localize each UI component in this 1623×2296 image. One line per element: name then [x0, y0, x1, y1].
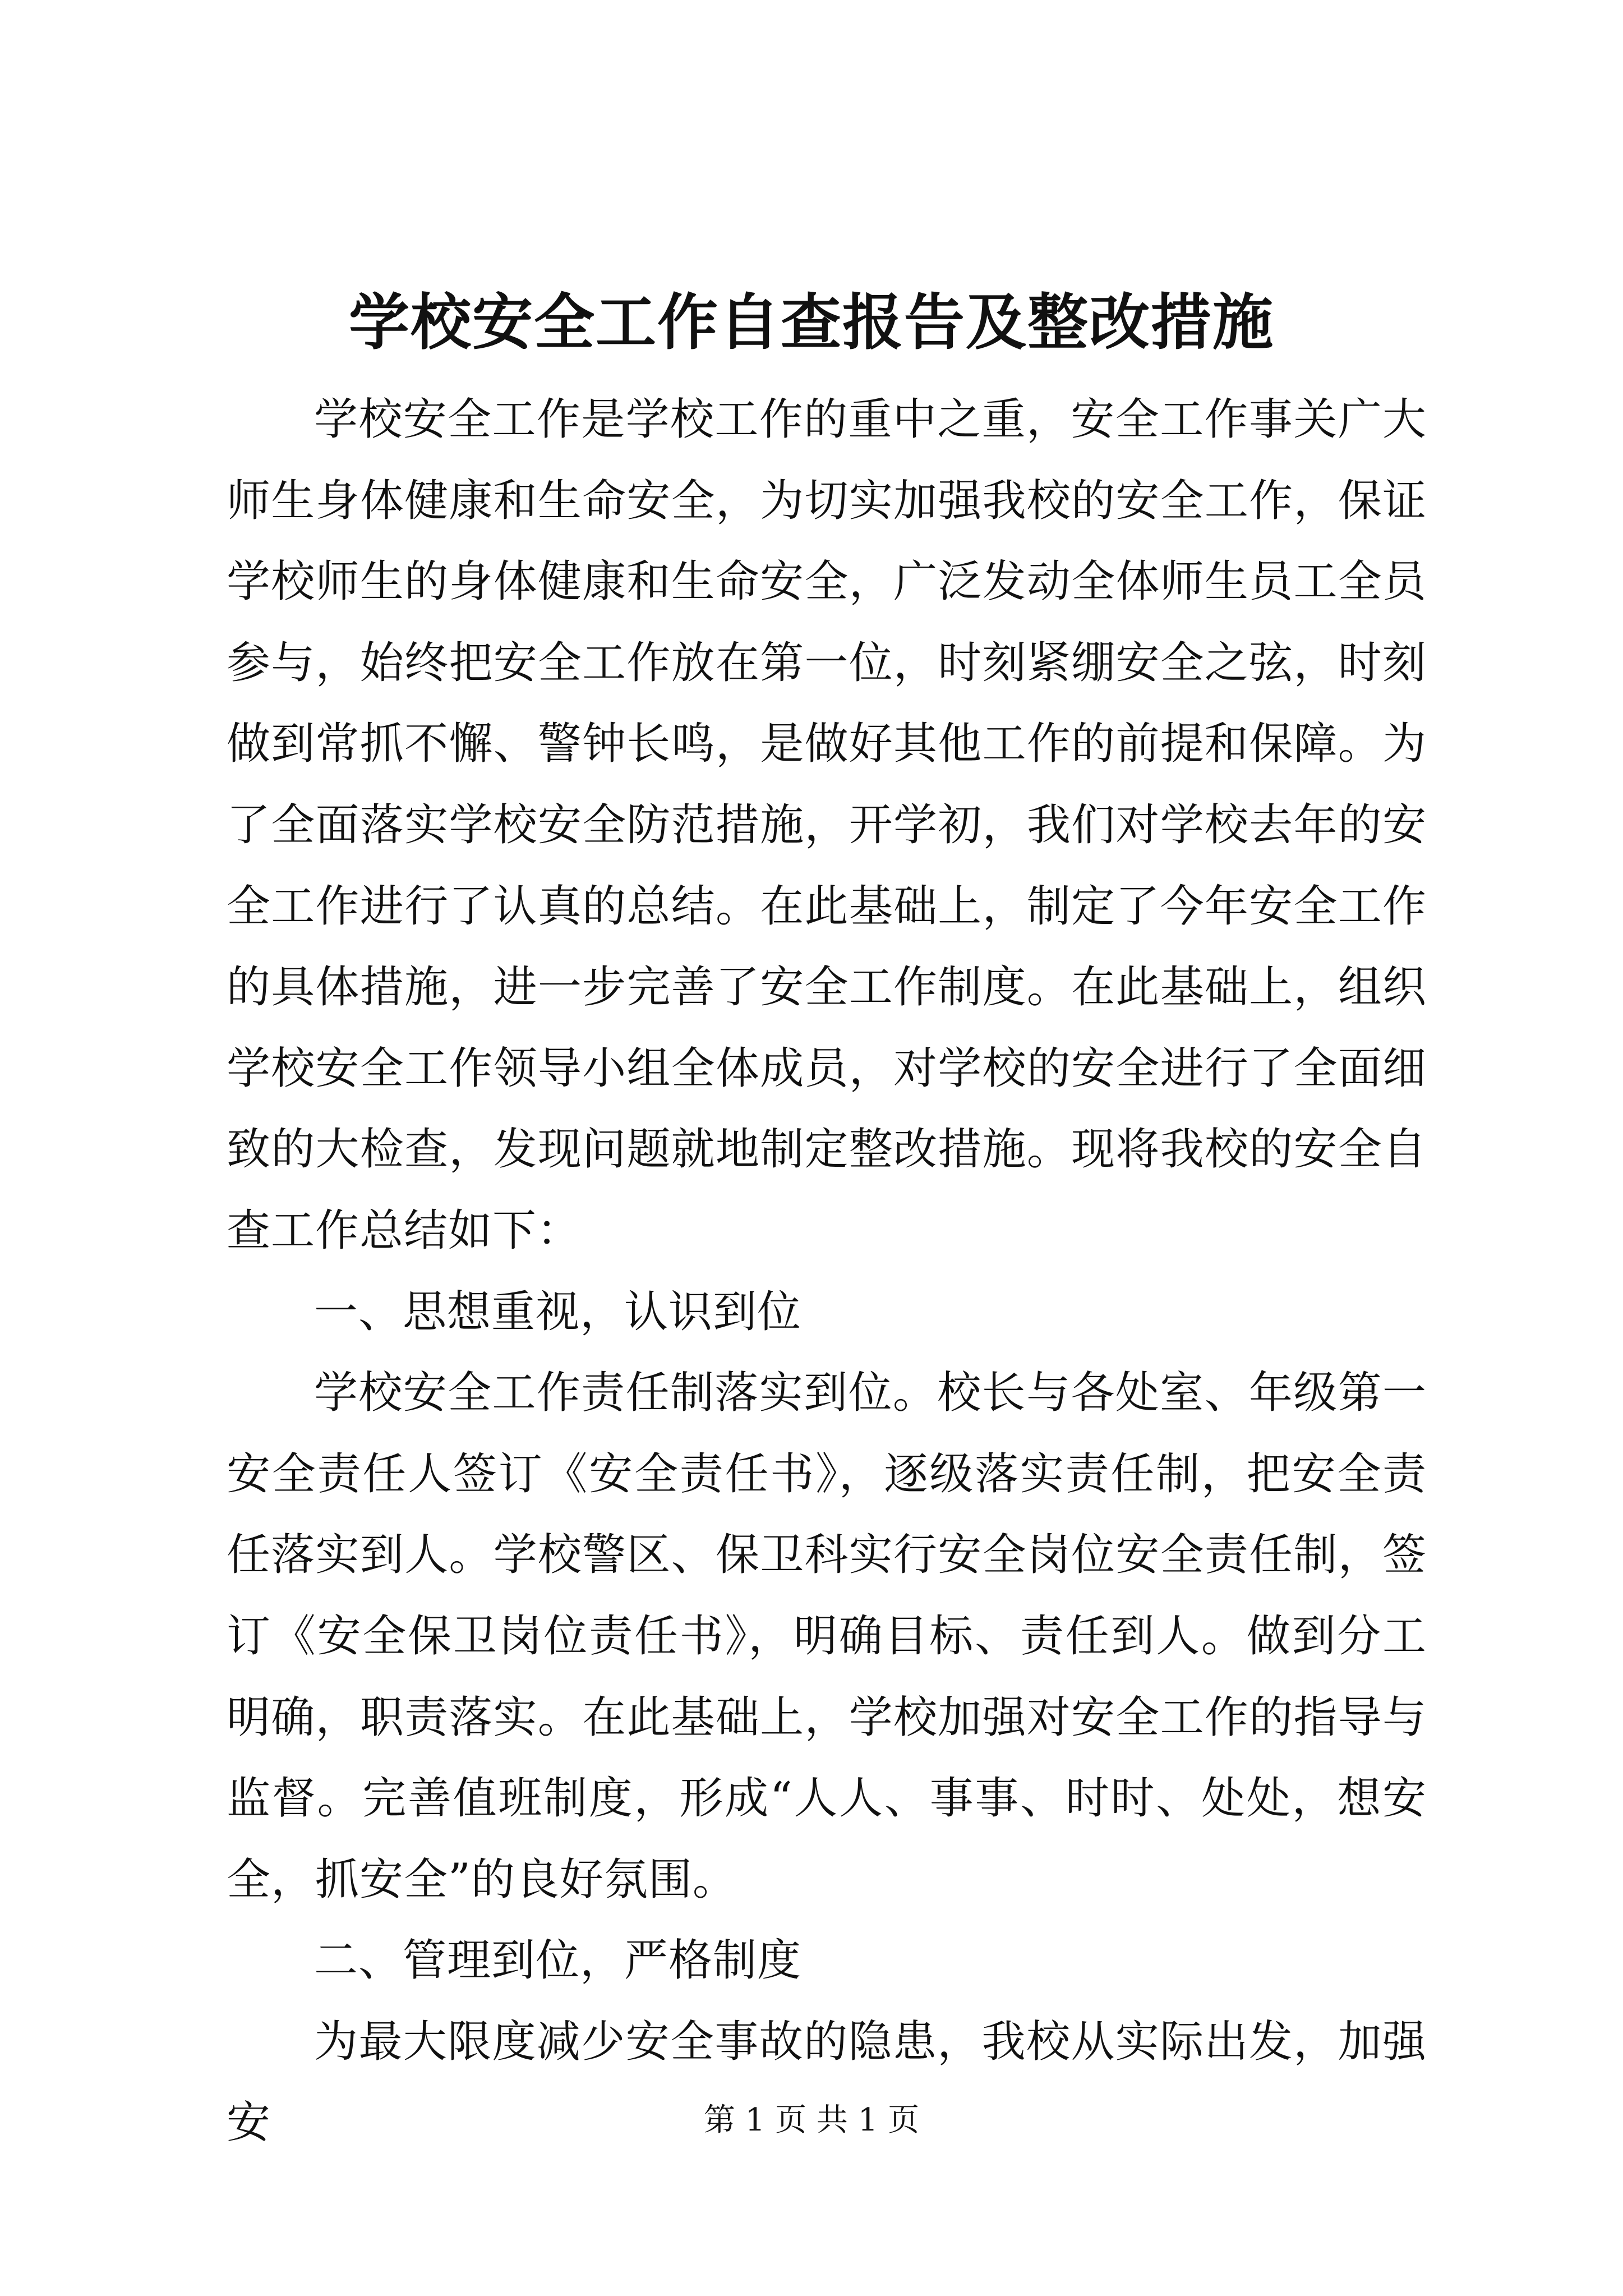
section-heading-1: 一、思想重视，认识到位: [314, 1286, 802, 1337]
section-heading-2: 二、管理到位，严格制度: [314, 1935, 802, 1986]
page-footer: 第 1 页 共 1 页: [703, 2102, 920, 2138]
paragraph-section-1: 学校安全工作责任制落实到位。校长与各处室、年级第一安全责任人签订《安全责任书》，逐级落实责任制，把安全责任落实到人。学校警区、保卫科实行安全岗位安全责任制，签订《安全保卫岗位责任书》，明确目标、责任到人。做到分工明确，职责落实。在此基础上，学校加强对安全工作的指导与监督。完善值班制度，形成“人人、事事、时时、处处，想安全，抓安全”的良好氛围。: [227, 1368, 1427, 1905]
document-body: [227, 379, 1427, 2164]
document-title: 学校安全工作自查报告及整改措施: [348, 287, 1274, 358]
paragraph-section-2: 为最大限度减少安全事故的隐患，我校从实际出发，加强安: [227, 2016, 1427, 2148]
paragraph-intro: 学校安全工作是学校工作的重中之重，安全工作事关广大师生身体健康和生命安全，为切实加强我校的安全工作，保证学校师生的身体健康和生命安全，广泛发动全体师生员工全员参与，始终把安全工作放在第一位，时刻紧绷安全之弦，时刻做到常抓不懈、警钟长鸣，是做好其他工作的前提和保障。为了全面落实学校安全防范措施，开学初，我们对学校去年的安全工作进行了认真的总结。在此基础上，制定了今年安全工作的具体措施，进一步完善了安全工作制度。在此基础上，组织学校安全工作领导小组全体成员，对学校的安全进行了全面细致的大检查，发现问题就地制定整改措施。现将我校的安全自查工作总结如下：: [227, 394, 1427, 1256]
